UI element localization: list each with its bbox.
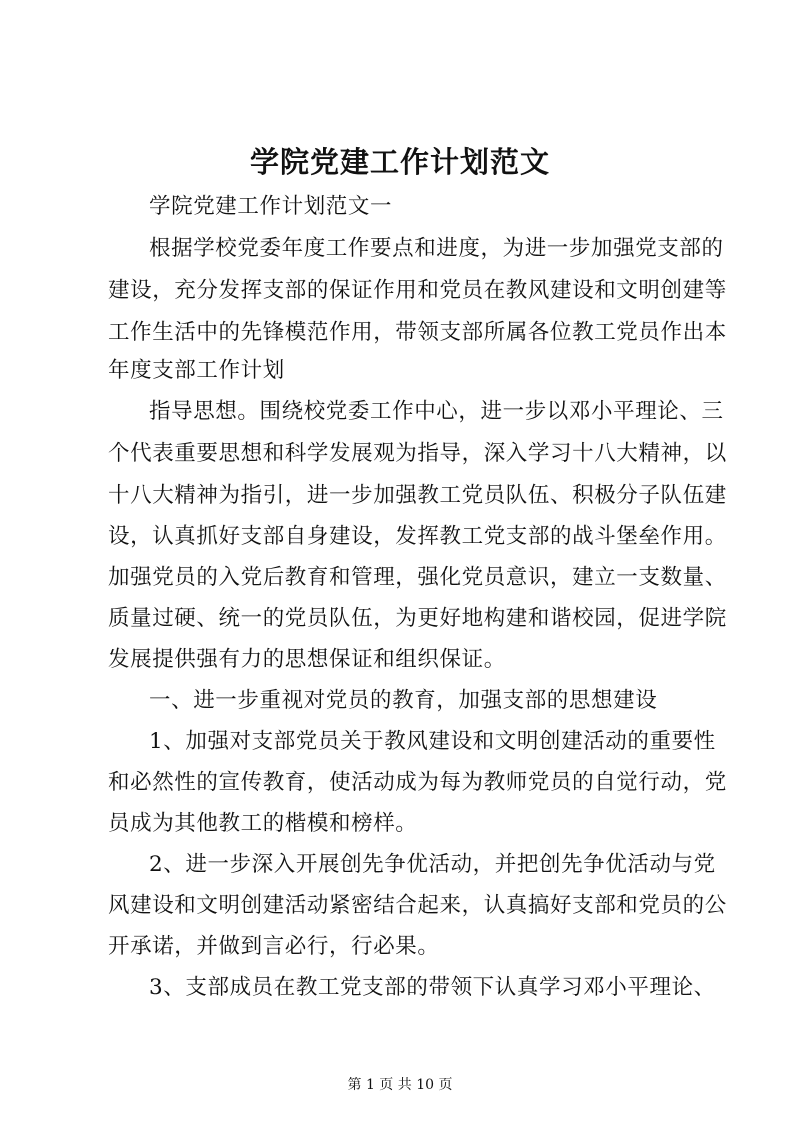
paragraph-line: 工作生活中的先锋模范作用，带领支部所属各位教工党员作出本 (108, 320, 727, 345)
paragraph-line: 指导思想。围绕校党委工作中心，进一步以邓小平理论、三 (149, 399, 724, 424)
paragraph-line: 年度支部工作计划 (108, 358, 285, 383)
paragraph-line: 十八大精神为指引，进一步加强教工党员队伍、积极分子队伍建 (108, 483, 727, 508)
paragraph-line: 设，认真抓好支部自身建设，发挥教工党支部的战斗堡垒作用。 (108, 524, 727, 549)
paragraph-line: 发展提供强有力的思想保证和组织保证。 (108, 647, 506, 672)
paragraph-line: 风建设和文明创建活动紧密结合起来，认真搞好支部和党员的公 (108, 893, 727, 918)
section-heading: 一、进一步重视对党员的教育，加强支部的思想建设 (149, 688, 658, 713)
page-footer: 第 1 页 共 10 页 (347, 1077, 453, 1093)
paragraph-line: 加强党员的入党后教育和管理，强化党员意识，建立一支数量、 (108, 565, 727, 590)
paragraph-line: 员成为其他教工的楷模和榜样。 (108, 811, 418, 836)
subtitle-line: 学院党建工作计划范文一 (149, 194, 393, 219)
document-title: 学院党建工作计划范文 (249, 145, 550, 179)
paragraph-line: 建设，充分发挥支部的保证作用和党员在教风建设和文明创建等 (108, 278, 727, 303)
paragraph-line: 根据学校党委年度工作要点和进度，为进一步加强党支部的 (149, 236, 724, 261)
paragraph-line: 质量过硬、统一的党员队伍，为更好地构建和谐校园，促进学院 (108, 606, 727, 631)
paragraph-line: 开承诺，并做到言必行，行必果。 (108, 934, 440, 959)
paragraph-line: 和必然性的宣传教育，使活动成为每为教师党员的自觉行动，党 (108, 770, 727, 795)
paragraph-line: 2、进一步深入开展创先争优活动，并把创先争优活动与党 (149, 852, 716, 877)
paragraph-line: 1、加强对支部党员关于教风建设和文明创建活动的重要性 (149, 729, 716, 754)
paragraph-line: 3、支部成员在教工党支部的带领下认真学习邓小平理论、 (149, 975, 716, 1000)
paragraph-line: 个代表重要思想和科学发展观为指导，深入学习十八大精神，以 (108, 441, 727, 466)
